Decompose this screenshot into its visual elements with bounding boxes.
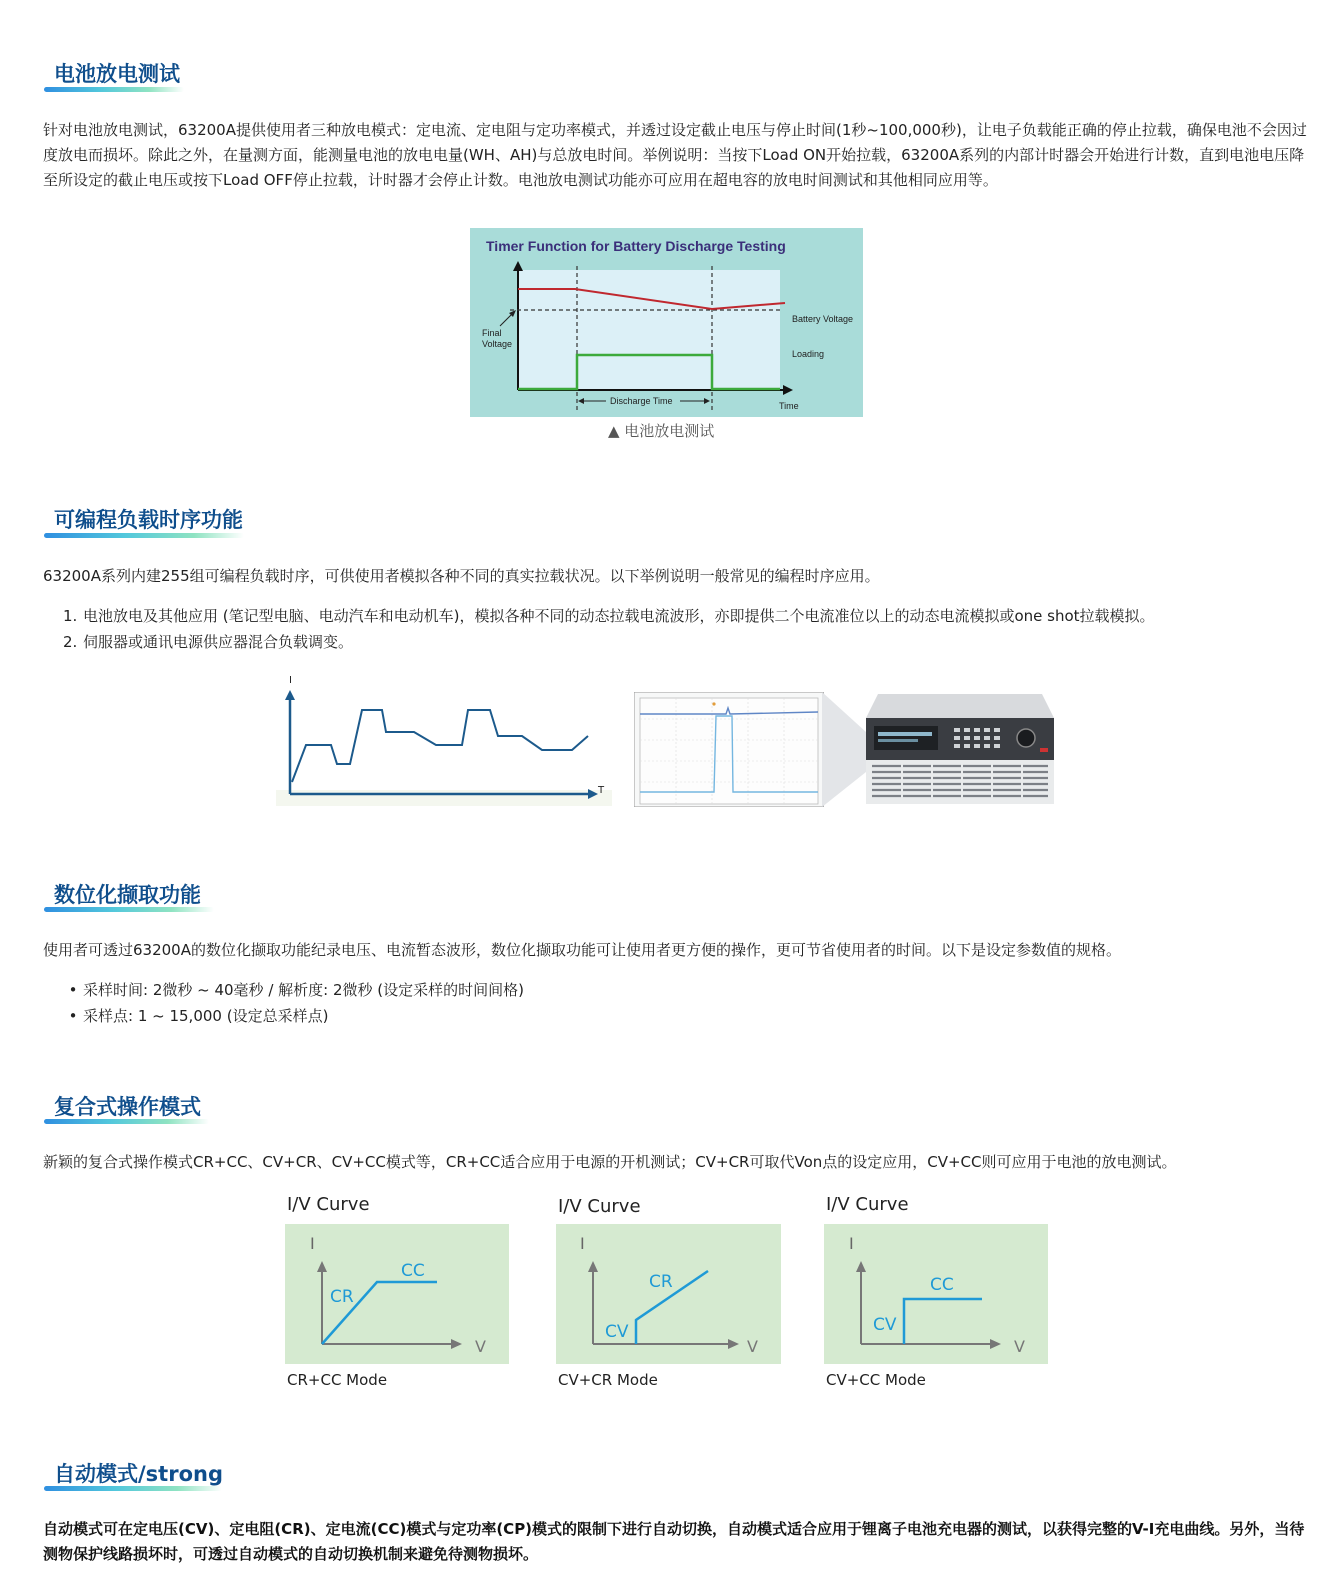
svg-text:V: V	[747, 1337, 758, 1356]
figure-title: Timer Function for Battery Discharge Testing	[486, 238, 786, 254]
svg-text:T: T	[598, 785, 605, 796]
digitizing-paragraph: 使用者可透过63200A的数位化撷取功能纪录电压、电流暂态波形，数位化撷取功能可让使用者更方便的操作，更可节省使用者的时间。以下是设定参数值的规格。	[43, 941, 1121, 959]
section-underline	[44, 87, 184, 92]
svg-text:Battery Voltage: Battery Voltage	[792, 314, 854, 324]
svg-text:V: V	[475, 1337, 486, 1356]
svg-text:CV: CV	[605, 1322, 629, 1342]
section-underline	[44, 907, 214, 912]
svg-text:I: I	[310, 1234, 315, 1253]
load-waveform-chart	[276, 670, 612, 806]
section-title-battery-discharge: 电池放电测试	[54, 62, 180, 86]
section-title-digitizing: 数位化撷取功能	[54, 883, 201, 907]
load-waveform-figure	[276, 670, 612, 806]
svg-text:I: I	[289, 675, 292, 686]
list-item: 2. 伺服器或通讯电源供应器混合负载调变。	[63, 633, 354, 651]
battery-discharge-paragraph: 针对电池放电测试，63200A提供使用者三种放电模式：定电流、定电阻与定功率模式，并透过设定截止电压与停止时间(1秒~100,000秒)，让电子负载能正确的停止拉载，确保电池不会因过度放电而损坏。除此之外，在量测方面，能测量电池的放电电量(WH、AH)与总放电时间。举例说明：当按下Load ON开始拉载，63200A系列的内部计时器会开始进行计数，直到电池电压降至所设定的截止电压或按下Load OFF停止拉载，计时器才会停止计数。电池放电测试功能亦可应用在超电容的放电时间测试和其他相同应用等。	[43, 121, 1307, 189]
iv-curve-cv-cr	[556, 1224, 781, 1364]
svg-text:CC: CC	[930, 1275, 954, 1295]
section-underline	[44, 1486, 222, 1491]
svg-text:CR: CR	[330, 1287, 354, 1307]
programmable-sequence-paragraph: 63200A系列内建255组可编程负载时序，可供使用者模拟各种不同的真实拉载状况。以下举例说明一般常见的编程时序应用。	[43, 567, 880, 585]
section-title-composite-mode: 复合式操作模式	[54, 1095, 201, 1119]
callout-wedge	[822, 692, 868, 807]
digitizing-list	[63, 977, 524, 1029]
iv-curve-cr-cc	[285, 1224, 509, 1364]
svg-text:Voltage: Voltage	[482, 339, 513, 349]
svg-text:Discharge Time: Discharge Time	[610, 396, 673, 406]
list-item: • 采样时间: 2微秒 ~ 40毫秒 / 解析度: 2微秒 (设定采样的时间间格)	[68, 981, 524, 999]
programmable-sequence-list	[63, 603, 1155, 655]
list-item: 1. 电池放电及其他应用 (笔记型电脑、电动汽车和电动机车)，模拟各种不同的动态拉载电流波形，亦即提供二个电流准位以上的动态电流模拟或one shot拉载模拟。	[63, 607, 1155, 625]
iv-mode-label: CV+CC Mode	[826, 1371, 926, 1389]
figure-caption: ▲ 电池放电测试	[608, 422, 715, 440]
oscilloscope-screenshot	[634, 692, 824, 807]
iv-mode-label: CR+CC Mode	[287, 1371, 388, 1389]
svg-text:Final: Final	[482, 328, 502, 338]
svg-text:Time: Time	[779, 401, 799, 411]
section-title-programmable-sequence: 可编程负载时序功能	[54, 508, 243, 532]
battery-discharge-figure	[470, 228, 863, 417]
section-title-auto-mode: 自动模式/strong	[54, 1462, 223, 1486]
svg-text:CV: CV	[873, 1315, 897, 1335]
iv-curve-title: I/V Curve	[826, 1194, 909, 1215]
svg-text:V: V	[1014, 1337, 1025, 1356]
iv-curve-title: I/V Curve	[287, 1194, 370, 1215]
section-underline	[44, 1119, 209, 1124]
iv-curve-cv-cc	[824, 1224, 1048, 1364]
auto-mode-paragraph: 自动模式可在定电压(CV)、定电阻(CR)、定电流(CC)模式与定功率(CP)模式的限制下进行自动切换，自动模式适合应用于锂离子电池充电器的测试，以获得完整的V-I充电曲线。另外，当待测物保护线路损坏时，可透过自动模式的自动切换机制来避免待测物损坏。	[43, 1520, 1305, 1563]
list-item: • 采样点: 1 ~ 15,000 (设定总采样点)	[68, 1007, 329, 1025]
svg-text:I: I	[849, 1234, 854, 1253]
svg-text:CC: CC	[401, 1261, 425, 1281]
iv-mode-label: CV+CR Mode	[558, 1371, 658, 1389]
svg-text:CR: CR	[649, 1272, 673, 1292]
section-underline	[44, 533, 244, 538]
svg-text:I: I	[580, 1234, 585, 1253]
composite-mode-paragraph: 新颖的复合式操作模式CR+CC、CV+CR、CV+CC模式等，CR+CC适合应用于电源的开机测试；CV+CR可取代Von点的设定应用，CV+CC则可应用于电池的放电测试。	[43, 1153, 1177, 1171]
electronic-load-device	[864, 694, 1056, 806]
svg-text:Loading: Loading	[792, 349, 825, 359]
battery-discharge-chart	[470, 228, 863, 417]
iv-curve-title: I/V Curve	[558, 1196, 641, 1217]
